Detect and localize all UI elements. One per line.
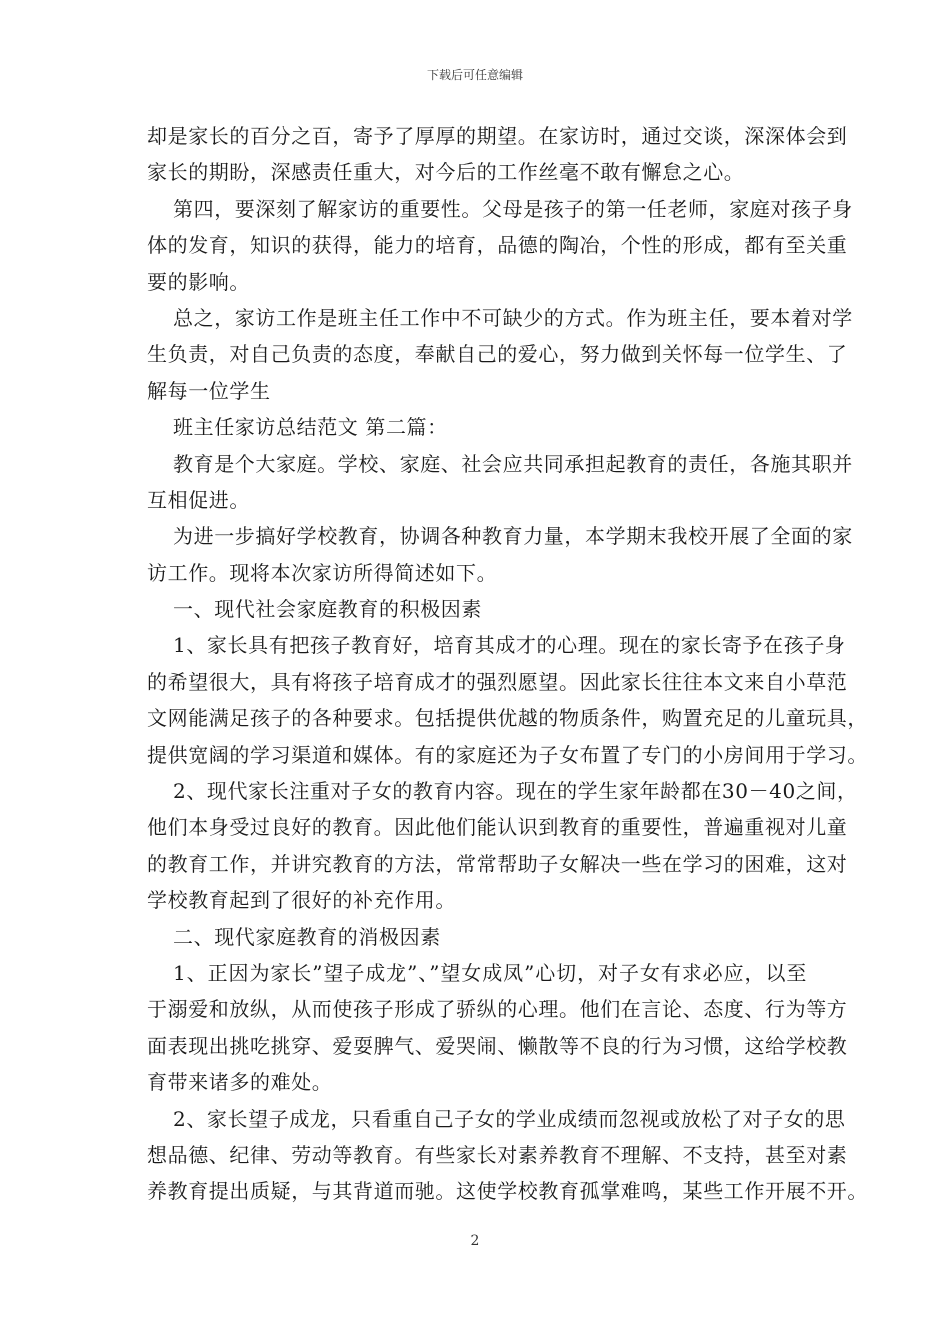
page-number: 2 — [470, 1233, 480, 1249]
text-line: 却是家长的百分之百，寄予了厚厚的期望。在家访时，通过交谈，深深体会到 — [147, 124, 848, 148]
text-line: 解每一位学生 — [147, 378, 271, 403]
text-line: 面表现出挑吃挑穿、爱耍脾气、爱哭闹、懒散等不良的行为习惯，这给学校教 — [147, 1033, 848, 1058]
text-line: 为进一步搞好学校教育，协调各种教育力量，本学期末我校开展了全面的家 — [173, 524, 853, 549]
text-line: 家长的期盼，深感责任重大，对今后的工作丝毫不敢有懈怠之心。 — [147, 160, 745, 185]
text-line: 总之，家访工作是班主任工作中不可缺少的方式。作为班主任，要本着对学 — [173, 305, 853, 330]
text-line: 2、现代家长注重对子女的教育内容。现在的学生家年龄都在30－40之间， — [173, 779, 858, 804]
text-line: 生负责，对自己负责的态度，奉献自己的爱心，努力做到关怀每一位学生、了 — [147, 342, 848, 367]
text-line: 于溺爱和放纵，从而使孩子形成了骄纵的心理。他们在言论、态度、行为等方 — [147, 997, 848, 1022]
text-line: 想品德、纪律、劳动等教育。有些家长对素养教育不理解、不支持，甚至对素 — [147, 1142, 848, 1167]
text-line: 他们本身受过良好的教育。因此他们能认识到教育的重要性，普遍重视对儿童 — [147, 815, 848, 840]
text-line: 第四，要深刻了解家访的重要性。父母是孩子的第一任老师，家庭对孩子身 — [173, 196, 853, 221]
section-heading: 一、现代社会家庭教育的积极因素 — [173, 597, 482, 622]
document-body — [147, 118, 868, 1210]
text-line: 互相促进。 — [147, 487, 250, 512]
section-heading: 班主任家访总结范文 第二篇： — [173, 415, 448, 440]
text-line: 体的发育，知识的获得，能力的培育，品德的陶冶，个性的形成，都有至关重 — [147, 233, 848, 258]
section-heading: 二、现代家庭教育的消极因素 — [173, 924, 441, 949]
text-line: 育带来诸多的难处。 — [147, 1070, 333, 1095]
text-line: 1、家长具有把孩子教育好，培育其成才的心理。现在的家长寄予在孩子身 — [173, 633, 846, 658]
text-line: 的教育工作，并讲究教育的方法，常常帮助子女解决一些在学习的困难，这对 — [147, 851, 848, 876]
text-line: 提供宽阔的学习渠道和媒体。有的家庭还为子女布置了专门的小房间用于学习。 — [147, 742, 868, 767]
text-line: 养教育提出质疑，与其背道而驰。这使学校教育孤掌难鸣，某些工作开展不开。 — [147, 1179, 868, 1204]
text-line: 要的影响。 — [147, 269, 250, 294]
text-line: 的希望很大，具有将孩子培育成才的强烈愿望。因此家长往往本文来自小草范 — [147, 669, 848, 694]
text-line: 访工作。现将本次家访所得简述如下。 — [147, 560, 498, 585]
page-header: 下载后可任意编辑 — [426, 68, 523, 82]
text-line: 2、家长望子成龙，只看重自己子女的学业成绩而忽视或放松了对子女的思 — [173, 1106, 846, 1131]
text-line: 1、正因为家长”望子成龙”、”望女成凤”心切，对子女有求必应，以至 — [173, 960, 807, 985]
text-line: 教育是个大家庭。学校、家庭、社会应共同承担起教育的责任，各施其职并 — [173, 451, 853, 476]
text-line: 学校教育起到了很好的补充作用。 — [147, 888, 456, 913]
text-line: 文网能满足孩子的各种要求。包括提供优越的物质条件，购置充足的儿童玩具， — [147, 706, 868, 731]
